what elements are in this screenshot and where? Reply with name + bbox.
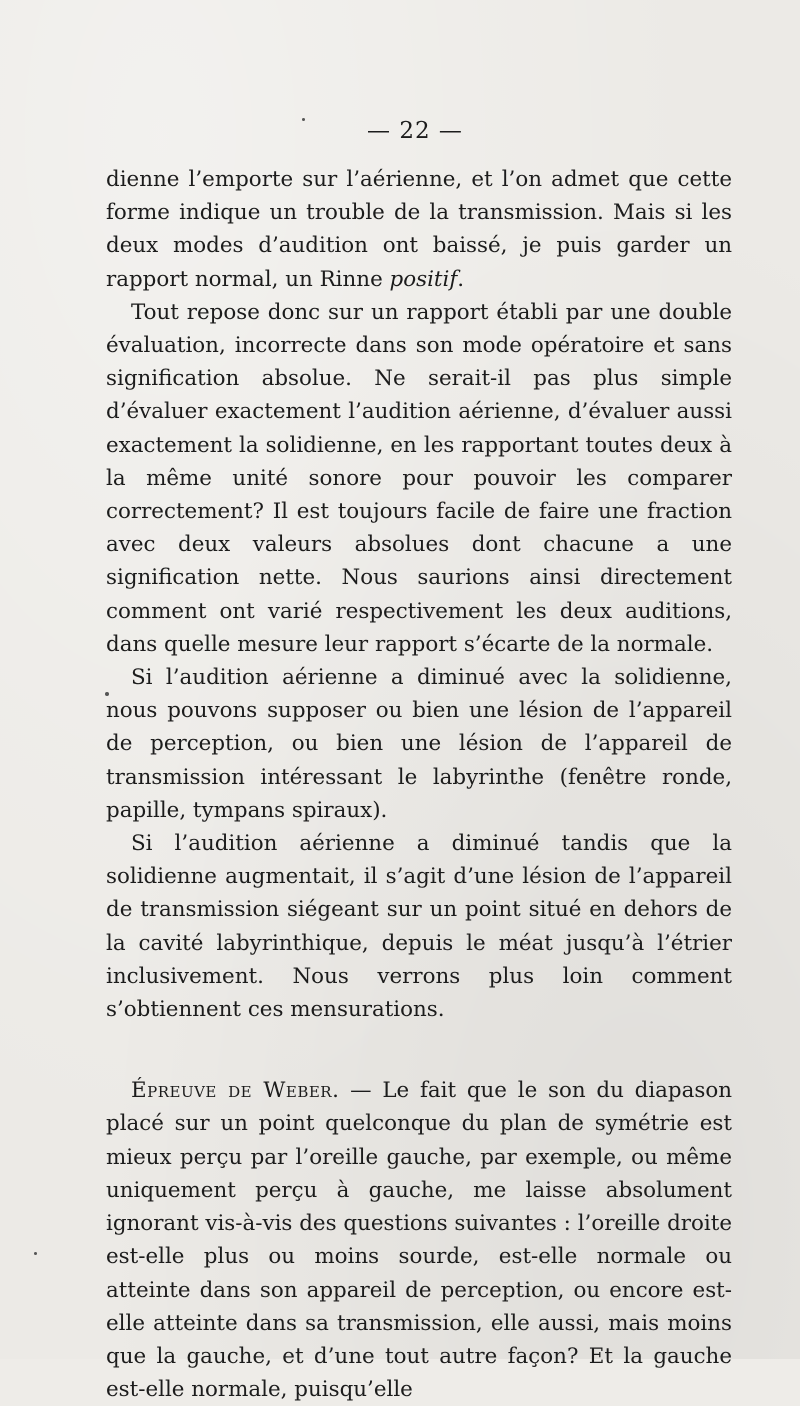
paragraph-2-text: Tout repose donc sur un rapport établi par une double évaluation, incorrecte dans son mode opératoire et sans signification absolue. Ne serait-il pas plus simple d’évaluer exactement l’audition aérienne, d’évaluer aussi exactement la solidienne, en les rapportant toutes deux à la même unité sonore pour pouvoir les comparer correctement? Il est toujours facile de faire une fraction avec deux valeurs absolues dont chacune a une signification nette. Nous saurions ainsi directement comment ont varié respectivement les deux auditions, dans quelle mesure leur rapport s’écarte de la normale. bbox=[106, 299, 732, 657]
paragraph-3-text: Si l’audition aérienne a diminué avec la solidienne, nous pouvons supposer ou bien une lésion de l’appareil de perception, ou bien une lésion de l’appareil de transmission intéressant le labyrinthe (fenêtre ronde, papille, tympans spiraux). bbox=[106, 665, 732, 823]
paragraph-4 bbox=[106, 827, 732, 1026]
paragraph-2 bbox=[106, 296, 732, 661]
page-number: — 22 — bbox=[367, 118, 463, 144]
paragraph-4-text: Si l’audition aérienne a diminué tandis que la solidienne augmentait, il s’agit d’une lésion de l’appareil de transmission siégeant sur un point situé en dehors de la cavité labyrinthique, depuis le méat jusqu’à l’étrier inclusivement. Nous verrons plus loin comment s’obtiennent ces mensurations. bbox=[106, 831, 732, 1023]
paragraph-1 bbox=[106, 163, 732, 296]
positif-italic: positif bbox=[389, 266, 458, 292]
paragraph-3 bbox=[106, 661, 732, 827]
section-heading-weber: Épreuve de Weber. bbox=[131, 1078, 340, 1104]
paragraph-weber bbox=[106, 1074, 732, 1406]
paragraph-1-end: . bbox=[457, 266, 465, 292]
speck bbox=[34, 1252, 37, 1255]
speck bbox=[105, 692, 109, 696]
body-text bbox=[106, 163, 732, 1406]
paragraph-weber-text: — Le fait que le son du diapason placé sur un point quelconque du plan de symétrie est mieux perçu par l’oreille gauche, par exemple, ou même uniquement perçu à gauche, me laisse absolument ignorant vis-à-vis des questions suivantes : l’oreille droite est-elle plus ou moins sourde, est-elle normale ou atteinte dans son appareil de perception, ou encore est-elle atteinte dans sa transmission, elle aussi, mais moins que la gauche, et d’une tout autre façon? Et la gauche est-elle normale, puisqu’elle bbox=[106, 1078, 732, 1403]
paragraph-1-text: dienne l’emporte sur l’aérienne, et l’on admet que cette forme indique un trouble de la transmission. Mais si les deux modes d’audition ont baissé, je puis garder un rapport normal, un Rinne bbox=[106, 167, 732, 292]
speck bbox=[302, 118, 305, 121]
